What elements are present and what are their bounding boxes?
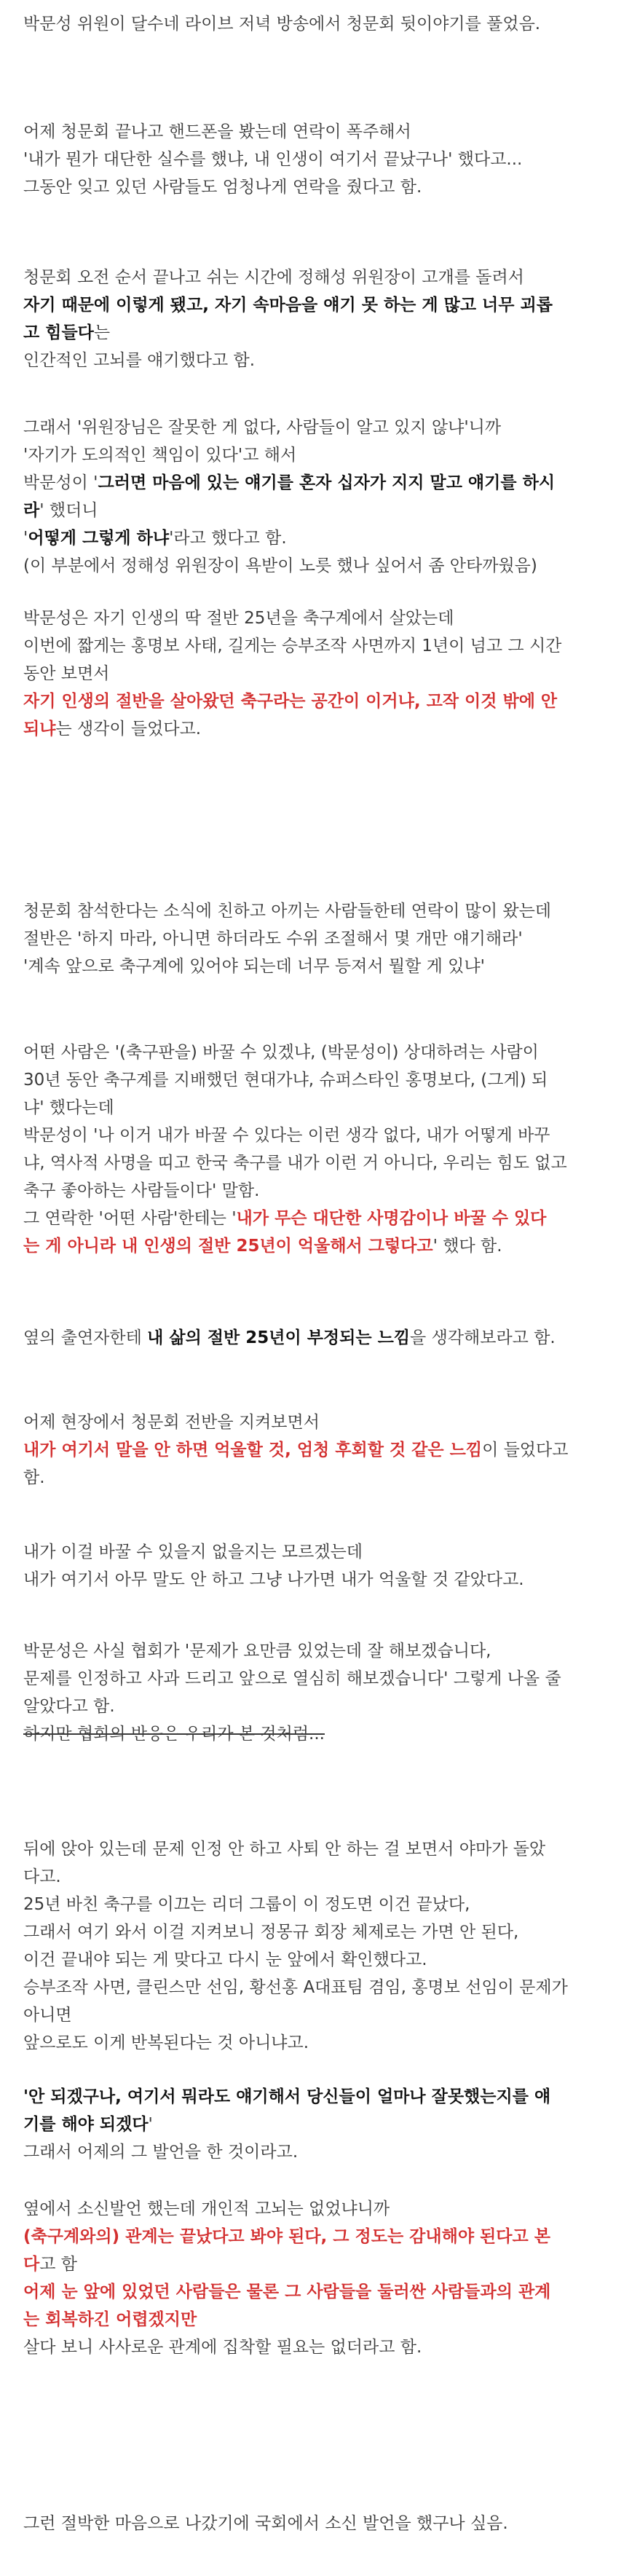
text-line [23, 347, 628, 374]
paragraph [23, 10, 628, 38]
paragraph [23, 2083, 628, 2166]
text-run: 박문성이 ' [23, 473, 98, 492]
text-run: 그래서 여기 와서 이걸 지켜보니 정몽규 회장 체제로는 가면 안 된다, [23, 1923, 519, 1942]
text-line [23, 1665, 628, 1693]
text-line [23, 2250, 628, 2278]
paragraph [23, 1324, 628, 1352]
text-line [23, 2083, 628, 2111]
text-line [23, 2306, 628, 2333]
paragraph [23, 1409, 628, 1492]
text-run: 내가 이걸 바꿀 수 있을지 없을지는 모르겠는데 [23, 1543, 363, 1561]
text-run: ' 했더니 [39, 501, 98, 520]
text-line [23, 118, 628, 146]
paragraph [23, 1538, 628, 1594]
text-line [23, 1566, 628, 1594]
highlight-red-text: 자기 인생의 절반을 살아왔던 축구라는 공간이 이거냐, 고작 이것 밖에 안 [23, 692, 558, 711]
text-run: 알았다고 함. [23, 1697, 115, 1716]
text-run: (이 부분에서 정해성 위원장이 욕받이 노릇 했나 싶어서 좀 안타까웠음) [23, 556, 537, 575]
text-run: 그동안 잊고 있던 사람들도 엄청나게 연락을 줬다고 함. [23, 178, 422, 197]
text-run: 뒤에 앉아 있는데 문제 인정 안 하고 사퇴 안 하는 걸 보면서 야마가 돌았 [23, 1840, 546, 1859]
text-line [23, 632, 628, 660]
text-line [23, 414, 628, 441]
text-line [23, 1205, 628, 1232]
text-run: 다고. [23, 1867, 61, 1886]
text-run: ' [148, 2115, 153, 2134]
text-run: 박문성은 사실 협회가 '문제가 요만큼 있었는데 잘 해보겠습니다, [23, 1642, 491, 1661]
text-line [23, 1122, 628, 1149]
text-line [23, 660, 628, 688]
text-run: '라고 했다고 함. [169, 529, 287, 548]
paragraph [23, 1835, 628, 2057]
text-run: 앞으로도 이게 반복된다는 것 아니냐고. [23, 2033, 309, 2052]
text-run: 살다 보니 사사로운 관계에 집착할 필요는 없더라고 함. [23, 2338, 422, 2357]
text-run: 청문회 참석한다는 소식에 친하고 아끼는 사람들한테 연락이 많이 왔는데 [23, 902, 552, 921]
text-line [23, 2278, 628, 2306]
text-line [23, 1946, 628, 1974]
bold-text: 고 힘들다 [23, 323, 94, 342]
text-line [23, 1324, 628, 1352]
text-line [23, 2001, 628, 2029]
text-line [23, 146, 628, 173]
text-run: 청문회 오전 순서 끝나고 쉬는 시간에 정해성 위원장이 고개를 돌려서 [23, 268, 524, 287]
text-run: 어떤 사람은 '(축구판을) 바꿀 수 있겠냐, (박문성이) 상대하려는 사람이 [23, 1043, 539, 1062]
text-run: 그런 절박한 마음으로 나갔기에 국회에서 소신 발언을 했구나 싶음. [23, 2514, 508, 2533]
text-line [23, 1409, 628, 1436]
paragraph [23, 2510, 628, 2537]
text-run: 이 들었다고 [482, 1441, 569, 1460]
text-line [23, 1066, 628, 1094]
text-run: 절반은 '하지 마라, 아니면 하더라도 수위 조절해서 몇 개만 얘기해라' [23, 929, 523, 948]
text-run: 고 함 [39, 2255, 77, 2274]
text-line [23, 1637, 628, 1665]
paragraph [23, 264, 628, 374]
text-line [23, 291, 628, 319]
text-line [23, 1891, 628, 1918]
text-line [23, 1464, 628, 1492]
text-line [23, 2029, 628, 2057]
highlight-red-text: 어제 눈 앞에 있었던 사람들은 물론 그 사람들을 둘러싼 사람들과의 관계 [23, 2282, 551, 2301]
paragraph [23, 1039, 628, 1260]
paragraph [23, 897, 628, 980]
text-run: 어제 현장에서 청문회 전반을 지켜보면서 [23, 1413, 320, 1432]
text-line [23, 2111, 628, 2138]
text-line [23, 604, 628, 632]
text-line [23, 319, 628, 347]
text-line [23, 1177, 628, 1205]
text-line [23, 1720, 628, 1748]
text-line [23, 10, 628, 38]
text-line [23, 1149, 628, 1177]
highlight-red-text: 는 회복하긴 어렵겠지만 [23, 2310, 197, 2329]
text-line [23, 497, 628, 524]
bold-text: 그러면 마음에 있는 얘기를 혼자 십자가 지지 말고 얘기를 하시 [98, 473, 556, 492]
text-run: ' [23, 529, 28, 548]
text-line [23, 469, 628, 497]
text-run: 이건 끝내야 되는 게 맞다고 다시 눈 앞에서 확인했다고. [23, 1950, 427, 1969]
text-run: 아니면 [23, 2006, 72, 2025]
text-run: 박문성이 '나 이거 내가 바꿀 수 있다는 이런 생각 없다, 내가 어떻게 바꾸 [23, 1126, 550, 1145]
text-run: 승부조작 사면, 클린스만 선임, 황선홍 A대표팀 겸임, 홍명보 선임이 문제가 [23, 1978, 568, 1997]
paragraph [23, 1637, 628, 1748]
text-run: 30년 동안 축구계를 지배했던 현대가냐, 슈퍼스타인 홍명보다, (그게) 되 [23, 1071, 548, 1090]
text-line [23, 1835, 628, 1863]
highlight-red-text: 되냐 [23, 720, 56, 738]
highlight-red-text: (축구계와의) 관계는 끝났다고 봐야 된다, 그 정도는 감내해야 된다고 본 [23, 2227, 550, 2246]
text-run: 함. [23, 1468, 45, 1487]
text-run: 내가 여기서 아무 말도 안 하고 그냥 나가면 내가 억울할 것 같았다고. [23, 1570, 524, 1589]
text-run: 25년 바친 축구를 이끄는 리더 그룹이 이 정도면 이건 끝났다, [23, 1895, 470, 1914]
text-line [23, 173, 628, 201]
bold-text: 자기 때문에 이렇게 됐고, 자기 속마음을 얘기 못 하는 게 많고 너무 괴롭 [23, 296, 553, 315]
text-run: 어제 청문회 끝나고 핸드폰을 봤는데 연락이 폭주해서 [23, 122, 411, 141]
bold-text: 라 [23, 501, 40, 520]
text-line [23, 2510, 628, 2537]
text-line [23, 2138, 628, 2166]
text-run: '내가 뭔가 대단한 실수를 했냐, 내 인생이 여기서 끝났구나' 했다고... [23, 150, 523, 169]
bold-text: 어떻게 그렇게 하냐 [28, 529, 170, 548]
bold-text: '안 되겠구나, 여기서 뭐라도 얘기해서 당신들이 얼마나 잘못했는지를 얘 [23, 2087, 551, 2106]
text-line [23, 897, 628, 925]
text-run: 는 생각이 들었다고. [55, 720, 202, 738]
text-line [23, 1693, 628, 1720]
paragraph [23, 604, 628, 743]
text-run: 냐, 역사적 사명을 띠고 한국 축구를 내가 이런 거 아니다, 우리는 힘도 없고 [23, 1154, 567, 1173]
text-run: 그래서 어제의 그 발언을 한 것이라고. [23, 2143, 299, 2162]
bold-text: 내 삶의 절반 25년이 부정되는 느낌 [147, 1328, 411, 1347]
text-line [23, 264, 628, 291]
text-line [23, 953, 628, 980]
text-line [23, 1918, 628, 1946]
highlight-red-text: 내가 무슨 대단한 사명감이나 바꿀 수 있다 [236, 1209, 547, 1228]
paragraph [23, 414, 628, 580]
text-line [23, 2195, 628, 2223]
text-line [23, 552, 628, 580]
text-line [23, 925, 628, 953]
text-run: 을 생각해보라고 함. [410, 1328, 556, 1347]
text-run: ' 했다 함. [432, 1237, 502, 1256]
text-run: 옆의 출연자한테 [23, 1328, 148, 1347]
text-run: 축구 좋아하는 사람들이다' 말함. [23, 1181, 260, 1200]
text-run: 냐' 했다는데 [23, 1098, 114, 1117]
text-run: 박문성 위원이 달수네 라이브 저녁 방송에서 청문회 뒷이야기를 풀었음. [23, 15, 541, 34]
text-run: '계속 앞으로 축구계에 있어야 되는데 너무 등져서 뭘할 게 있냐' [23, 957, 485, 976]
text-line [23, 715, 628, 743]
strikethrough-text: 하지만 협회의 반응은 우리가 본 것처럼... [23, 1725, 325, 1744]
text-line [23, 1538, 628, 1566]
text-run: 이번에 짧게는 홍명보 사태, 길게는 승부조작 사면까지 1년이 넘고 그 시간 [23, 637, 562, 655]
text-run: 는 [93, 323, 111, 342]
text-line [23, 441, 628, 469]
text-line [23, 1436, 628, 1464]
highlight-red-text: 는 게 아니라 내 인생의 절반 25년이 억울해서 그렇다고 [23, 1237, 433, 1256]
paragraph [23, 118, 628, 201]
bold-text: 기를 해야 되겠다 [23, 2115, 149, 2134]
text-line [23, 1094, 628, 1122]
text-run: 옆에서 소신발언 했는데 개인적 고뇌는 없었냐니까 [23, 2199, 390, 2218]
highlight-red-text: 내가 여기서 말을 안 하면 억울할 것, 엄청 후회할 것 같은 느낌 [23, 1441, 483, 1460]
text-run: 그 연락한 '어떤 사람'한테는 ' [23, 1209, 237, 1228]
paragraph [23, 2195, 628, 2361]
text-line [23, 688, 628, 715]
text-line [23, 2223, 628, 2250]
text-line [23, 1974, 628, 2001]
text-run: 인간적인 고뇌를 얘기했다고 함. [23, 351, 256, 370]
text-line [23, 1039, 628, 1066]
highlight-red-text: 다 [23, 2255, 40, 2274]
text-line [23, 524, 628, 552]
text-run: 그래서 '위원장님은 잘못한 게 없다, 사람들이 알고 있지 않냐'니까 [23, 418, 502, 437]
text-line [23, 1863, 628, 1891]
text-run: 박문성은 자기 인생의 딱 절반 25년을 축구계에서 살았는데 [23, 609, 454, 628]
text-line [23, 2333, 628, 2361]
text-run: 문제를 인정하고 사과 드리고 앞으로 열심히 해보겠습니다' 그렇게 나올 줄 [23, 1669, 561, 1688]
text-run: 동안 보면서 [23, 664, 110, 683]
text-line [23, 1232, 628, 1260]
text-run: '자기가 도의적인 책임이 있다'고 해서 [23, 446, 297, 465]
